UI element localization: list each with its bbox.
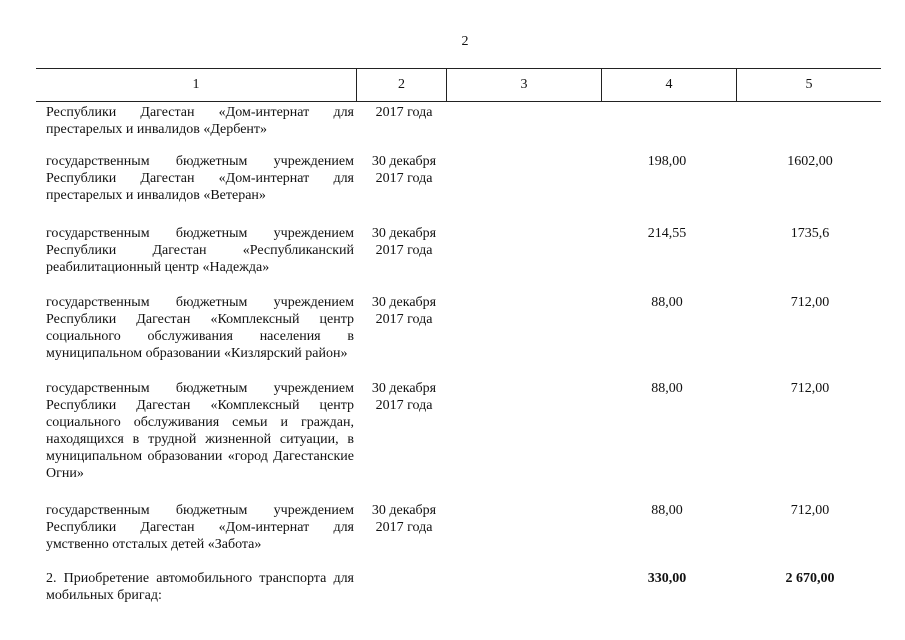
table-header [36, 68, 881, 102]
row-description: государственным бюджетным учреждением Республики Дагестан «Республиканский реабилитационный центр «Надежда» [46, 226, 354, 275]
row-value-col5: 1735,6 [790, 226, 830, 241]
row-value-col4: 88,00 [651, 503, 683, 518]
row-value-col5: 1602,00 [787, 154, 833, 169]
row-description: государственным бюджетным учреждением Республики Дагестан «Дом-интернат для умственно отсталых детей «Забота» [46, 503, 354, 552]
row-description: государственным бюджетным учреждением Республики Дагестан «Комплексный центр социального обслуживания населения в муниципальном образовании «Кизлярский район» [46, 295, 354, 361]
header-col-2: 2 [356, 69, 446, 101]
row-value-col4: 214,55 [647, 226, 687, 241]
row-value-col5: 712,00 [790, 295, 830, 310]
header-col-5: 5 [736, 69, 881, 101]
row-value-col5: 2 670,00 [785, 571, 835, 586]
row-date: 30 декабря 2017 года [371, 503, 437, 535]
row-value-col4: 88,00 [651, 381, 683, 396]
row-date: 30 декабря 2017 года [371, 226, 437, 258]
row-date: 2017 года [375, 105, 433, 120]
row-value-col5: 712,00 [790, 381, 830, 396]
row-value-col4: 88,00 [651, 295, 683, 310]
row-date: 30 декабря 2017 года [371, 154, 437, 186]
row-value-col5: 712,00 [790, 503, 830, 518]
row-date: 30 декабря 2017 года [371, 381, 437, 413]
row-description: 2. Приобретение автомобильного транспорта для мобильных бригад: [46, 571, 354, 603]
header-col-3: 3 [446, 69, 601, 101]
row-value-col4: 198,00 [647, 154, 687, 169]
row-description: Республики Дагестан «Дом-интернат для престарелых и инвалидов «Дербент» [46, 105, 354, 137]
row-date: 30 декабря 2017 года [371, 295, 437, 327]
row-description: государственным бюджетным учреждением Республики Дагестан «Дом-интернат для престарелых и инвалидов «Ветеран» [46, 154, 354, 203]
row-value-col4: 330,00 [647, 571, 687, 586]
page-number: 2 [461, 34, 469, 49]
header-col-1: 1 [192, 77, 200, 92]
row-description: государственным бюджетным учреждением Республики Дагестан «Комплексный центр социального обслуживания семьи и граждан, находящихся в трудной жизненной ситуации, в муниципальном образовании «город Дагестанские Огни» [46, 381, 354, 481]
header-col-4: 4 [601, 69, 736, 101]
